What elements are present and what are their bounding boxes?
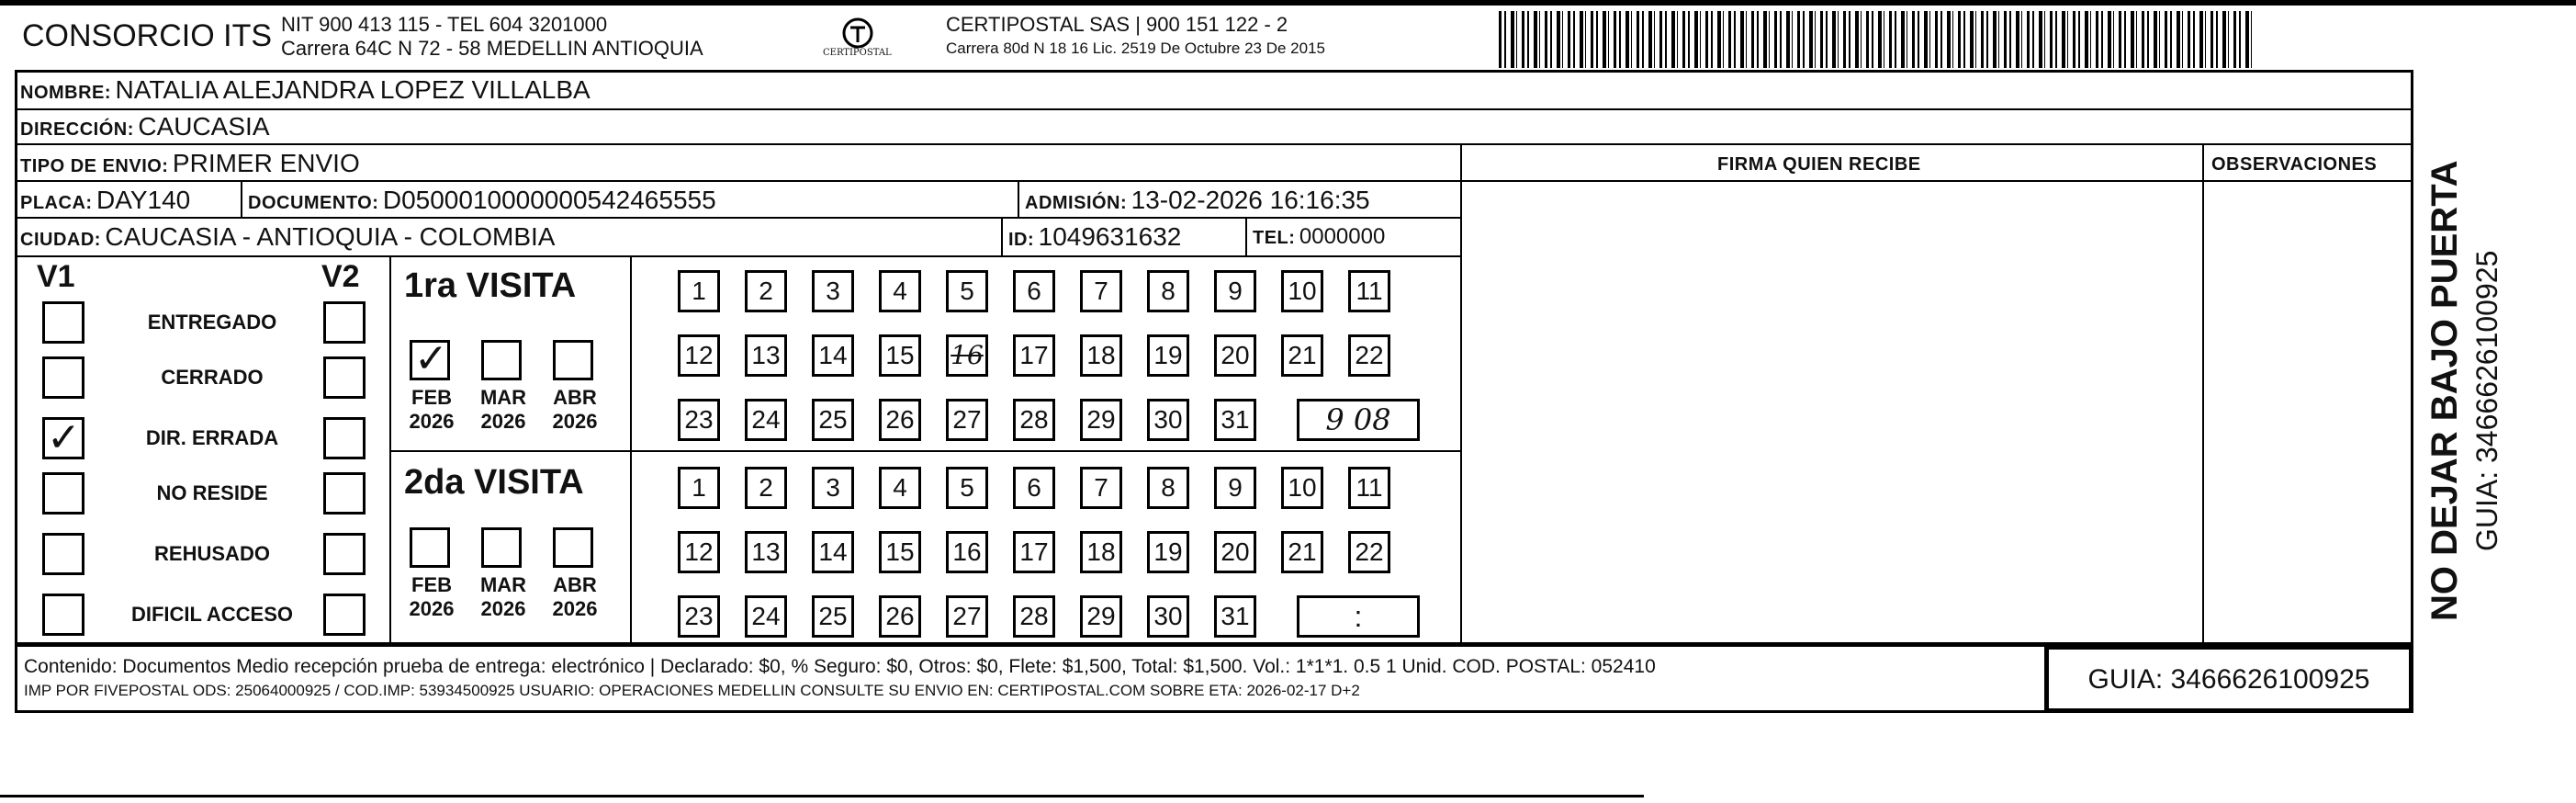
visit1-day-box[interactable]: 13 [745, 334, 787, 377]
footer-guia-box: GUIA: 3466626100925 [2046, 647, 2412, 711]
visit2-day-box[interactable]: 31 [1214, 595, 1256, 638]
v1-checkbox[interactable] [42, 533, 84, 575]
row-divider [15, 217, 1460, 219]
id-value: 1049631632 [1038, 222, 1182, 251]
visit1-year-label: 2026 [409, 410, 455, 433]
visit1-month-label: MAR [479, 386, 527, 409]
visit1-day-box[interactable]: 4 [879, 270, 921, 312]
visit2-day-box[interactable]: 21 [1281, 531, 1323, 573]
v2-checkbox[interactable] [323, 472, 366, 515]
visit2-day-box[interactable]: 30 [1147, 595, 1189, 638]
id-label: ID: [1008, 230, 1035, 250]
visit1-day-box[interactable]: 5 [946, 270, 988, 312]
visit2-day-box[interactable]: 17 [1013, 531, 1055, 573]
tel-label: TEL: [1253, 228, 1296, 248]
cell-divider [1001, 217, 1003, 255]
top-edge-line [0, 0, 2576, 6]
company-address: Carrera 64C N 72 - 58 MEDELLIN ANTIOQUIA [281, 37, 703, 60]
cell-divider [1245, 217, 1247, 255]
visit2-day-box[interactable]: 23 [678, 595, 720, 638]
visit1-day-box[interactable]: 2 [745, 270, 787, 312]
v2-checkbox[interactable] [323, 533, 366, 575]
firma-column-divider [1460, 143, 1462, 645]
visit2-day-box[interactable]: 25 [812, 595, 854, 638]
visit1-day-box[interactable]: 27 [946, 399, 988, 441]
firma-label: FIRMA QUIEN RECIBE [1717, 154, 1921, 175]
visit2-day-box[interactable]: 19 [1147, 531, 1189, 573]
tel-value: 0000000 [1299, 224, 1386, 249]
logo-text: CERTIPOSTAL [823, 48, 892, 58]
v1-checkbox[interactable] [42, 594, 84, 636]
visit2-day-box[interactable]: 26 [879, 595, 921, 638]
tipo-envio-label: TIPO DE ENVIO: [20, 156, 169, 176]
status-label: REHUSADO [154, 542, 270, 565]
visit1-day-box[interactable]: 3 [812, 270, 854, 312]
placa-value: DAY140 [96, 186, 191, 214]
visit1-year-label: 2026 [480, 410, 526, 433]
visit2-day-box[interactable]: 3 [812, 467, 854, 509]
visit-row-divider [389, 450, 1460, 452]
direccion-field [20, 112, 270, 141]
visit1-day-box[interactable]: 25 [812, 399, 854, 441]
visit2-day-box[interactable]: 4 [879, 467, 921, 509]
status-label: DIR. ERRADA [145, 426, 279, 449]
documento-field [248, 186, 716, 215]
visit1-day-box[interactable]: 1 [678, 270, 720, 312]
observaciones-column-divider [2202, 143, 2204, 645]
visit1-day-box[interactable]: 22 [1348, 334, 1390, 377]
visit2-day-box[interactable]: 15 [879, 531, 921, 573]
visit1-month-label: ABR [553, 386, 597, 409]
row-divider [15, 180, 2413, 182]
visit1-day-box[interactable]: 30 [1147, 399, 1189, 441]
v1-checkbox[interactable] [42, 301, 84, 344]
visit2-month-checkbox[interactable] [410, 527, 450, 568]
v1-checkbox[interactable] [42, 472, 84, 515]
v2-checkbox[interactable] [323, 417, 366, 459]
visit2-year-label: 2026 [480, 597, 526, 620]
nombre-label: NOMBRE: [20, 83, 112, 103]
visit1-day-box[interactable]: 19 [1147, 334, 1189, 377]
visit1-month-label: FEB [411, 386, 452, 409]
documento-value: D0500010000000542465555 [382, 186, 716, 214]
row-divider [15, 143, 2413, 145]
visit2-month-label: ABR [553, 573, 597, 596]
observaciones-label: OBSERVACIONES [2211, 154, 2378, 175]
v1-checkbox[interactable] [42, 356, 84, 399]
visit1-day-box[interactable]: 29 [1080, 399, 1122, 441]
visit1-time-box[interactable]: 9 08 [1297, 399, 1420, 441]
row-divider [15, 255, 1460, 257]
direccion-value: CAUCASIA [138, 112, 270, 141]
visit2-day-box[interactable]: 9 [1214, 467, 1256, 509]
ciudad-field [20, 222, 556, 252]
side-guia-text: GUIA: 3466626100925 [2470, 250, 2503, 551]
admision-field [1025, 186, 1370, 215]
visit2-day-box[interactable]: 1 [678, 467, 720, 509]
visit1-day-box[interactable]: 18 [1080, 334, 1122, 377]
documento-label: DOCUMENTO: [248, 193, 379, 213]
status-label: DIFICIL ACCESO [130, 603, 293, 626]
visit2-day-box[interactable]: 29 [1080, 595, 1122, 638]
visit1-day-box[interactable]: 6 [1013, 270, 1055, 312]
visit2-day-box[interactable]: 16 [946, 531, 988, 573]
visit2-month-checkbox[interactable] [481, 527, 522, 568]
visit2-day-box[interactable]: 13 [745, 531, 787, 573]
visit1-month-checkbox[interactable] [553, 340, 593, 380]
placa-field [20, 186, 190, 215]
visit1-day-box[interactable]: 9 [1214, 270, 1256, 312]
status-label: CERRADO [161, 366, 264, 389]
footer-print-line: IMP POR FIVEPOSTAL ODS: 25064000925 / COD.IMP: 53934500925 USUARIO: OPERACIONES MEDELLIN CONSULTE SU ENVIO EN: CERTIPOSTAL.COM SOBRE ETA: 2026-02-17 D+2 [24, 682, 1360, 699]
visit2-day-box[interactable]: 28 [1013, 595, 1055, 638]
visit2-day-box[interactable]: 8 [1147, 467, 1189, 509]
visit2-month-checkbox[interactable] [553, 527, 593, 568]
check-mark-icon: ✓ [414, 335, 448, 382]
admision-label: ADMISIÓN: [1025, 193, 1128, 213]
visit2-day-box[interactable]: 24 [745, 595, 787, 638]
placa-label: PLACA: [20, 193, 93, 213]
visit1-day-box[interactable]: 17 [1013, 334, 1055, 377]
certipostal-logo-icon [832, 15, 883, 66]
v1-header: V1 [37, 259, 75, 294]
certipostal-info [946, 13, 1325, 61]
visit1-day-box[interactable]: 21 [1281, 334, 1323, 377]
visit1-day-box[interactable]: 12 [678, 334, 720, 377]
tel-field [1253, 224, 1385, 250]
footer-content-line: Contenido: Documentos Medio recepción prueba de entrega: electrónico | Declarado: $0, % Seguro: $0, Otros: $0, Flete: $1,500, Total: $1,500. Vol.: 1*1*1. 0.5 1 Unid. COD. POSTAL: 052410 [24, 656, 1656, 677]
footer-frame [15, 643, 2413, 713]
visit2-day-box[interactable]: 10 [1281, 467, 1323, 509]
visit2-day-box[interactable]: 6 [1013, 467, 1055, 509]
visit2-day-box[interactable]: 27 [946, 595, 988, 638]
firma-area[interactable] [1468, 184, 2199, 641]
id-field [1008, 222, 1181, 252]
row-divider [15, 108, 2413, 110]
visit1-day-box[interactable]: 10 [1281, 270, 1323, 312]
company-nit: NIT 900 413 115 - TEL 604 3201000 [281, 13, 608, 36]
company-name: CONSORCIO ITS [22, 18, 273, 53]
visit1-year-label: 2026 [552, 410, 598, 433]
visit2-day-box[interactable]: 5 [946, 467, 988, 509]
direccion-label: DIRECCIÓN: [20, 119, 134, 140]
ciudad-value: CAUCASIA - ANTIOQUIA - COLOMBIA [105, 222, 556, 251]
v2-checkbox[interactable] [323, 356, 366, 399]
v2-checkbox[interactable] [323, 301, 366, 344]
visit1-day-box[interactable]: 16 [946, 334, 988, 377]
visit2-time-box[interactable]: : [1297, 595, 1420, 638]
certipostal-address: Carrera 80d N 18 16 Lic. 2519 De Octubre 23 De 2015 [946, 40, 1325, 57]
visit1-day-box[interactable]: 31 [1214, 399, 1256, 441]
visit2-day-box[interactable]: 7 [1080, 467, 1122, 509]
status-label: ENTREGADO [147, 311, 277, 334]
visit1-day-box[interactable]: 14 [812, 334, 854, 377]
visit2-day-box[interactable]: 18 [1080, 531, 1122, 573]
v2-header: V2 [321, 259, 360, 294]
v1-checkbox[interactable] [42, 414, 84, 461]
visit2-day-box[interactable]: 2 [745, 467, 787, 509]
visit1-day-box[interactable]: 28 [1013, 399, 1055, 441]
visit1-day-box[interactable]: 15 [879, 334, 921, 377]
certipostal-nit: CERTIPOSTAL SAS | 900 151 122 - 2 [946, 13, 1288, 36]
visit2-title: 2da VISITA [404, 463, 584, 502]
tipo-envio-field [20, 149, 360, 178]
nombre-field [20, 75, 591, 105]
ciudad-label: CIUDAD: [20, 230, 101, 250]
visit1-month-checkbox[interactable] [481, 340, 522, 380]
visit1-day-box[interactable]: 24 [745, 399, 787, 441]
tipo-envio-value: PRIMER ENVIO [172, 149, 360, 177]
visit1-month-checkbox[interactable] [410, 335, 450, 382]
company-info [281, 13, 703, 61]
visit2-day-box[interactable]: 12 [678, 531, 720, 573]
admision-value: 13-02-2026 16:16:35 [1131, 186, 1370, 214]
visit2-month-label: MAR [479, 573, 527, 596]
side-no-dejar-text: NO DEJAR BAJO PUERTA [2424, 160, 2465, 621]
cell-divider [1018, 180, 1019, 217]
barcode [1499, 11, 2252, 68]
cell-divider [241, 180, 242, 217]
visit2-month-label: FEB [411, 573, 452, 596]
bottom-edge-line [0, 795, 1644, 797]
visit1-day-box[interactable]: 23 [678, 399, 720, 441]
visit1-day-box[interactable]: 20 [1214, 334, 1256, 377]
status-label: NO RESIDE [156, 481, 268, 504]
visit2-day-box[interactable]: 22 [1348, 531, 1390, 573]
visit2-day-box[interactable]: 11 [1348, 467, 1390, 509]
visit2-year-label: 2026 [409, 597, 455, 620]
visit1-day-box[interactable]: 7 [1080, 270, 1122, 312]
visit1-title: 1ra VISITA [404, 266, 577, 305]
v2-checkbox[interactable] [323, 594, 366, 636]
visit1-day-box[interactable]: 8 [1147, 270, 1189, 312]
check-mark-icon: ✓ [47, 414, 81, 461]
visit2-day-box[interactable]: 20 [1214, 531, 1256, 573]
visit1-day-box[interactable]: 26 [879, 399, 921, 441]
visit1-day-box[interactable]: 11 [1348, 270, 1390, 312]
visit2-year-label: 2026 [552, 597, 598, 620]
visit2-day-box[interactable]: 14 [812, 531, 854, 573]
nombre-value: NATALIA ALEJANDRA LOPEZ VILLALBA [115, 75, 591, 104]
